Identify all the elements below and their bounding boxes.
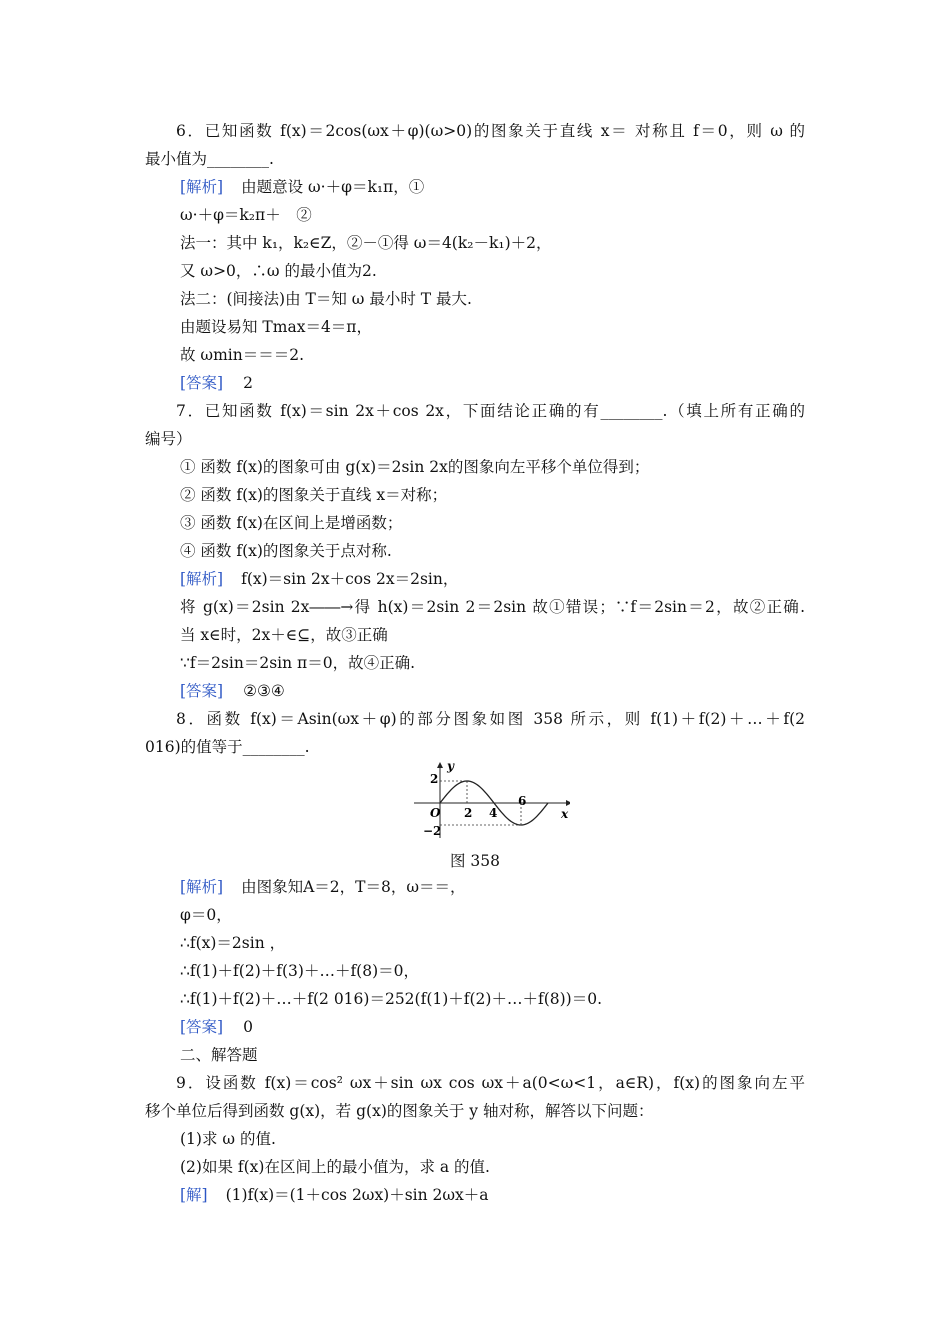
x-axis-label: x [561,807,569,821]
analysis-text: f(x)＝sin 2x＋cos 2x＝2sin， [241,570,459,588]
analysis-line: 将 g(x)＝2sin 2x――→得 h(x)＝2sin 2＝2sin 故①错误；∵f＝2sin＝2，故②正确. [180,598,805,616]
problem-7-text-cont: 编号） [145,430,192,448]
answer-value: 0 [243,1018,253,1036]
answer-tag: [答案] [180,1018,224,1036]
problem-6-text: 6．已知函数 f(x)＝2cos(ωx＋φ)(ω>0)的图象关于直线 x＝ 对称且 f＝0，则 ω 的 [176,122,805,140]
option-2: ② 函数 f(x)的图象关于直线 x＝对称； [180,486,448,504]
answer-value: 2 [243,374,253,392]
answer-tag: [答案] [180,682,224,700]
analysis-line: ∴f(x)＝2sin ， [180,934,286,952]
analysis-line: 法二：(间接法)由 T＝知 ω 最小时 T 最大. [180,290,472,308]
option-4: ④ 函数 f(x)的图象关于点对称. [180,542,392,560]
answer-6 [180,372,805,394]
problem-8-text: 8．函数 f(x)＝Asin(ωx＋φ)的部分图象如图 358 所示，则 f(1)＋f(2)＋…＋f(2 [176,710,805,728]
analysis-line: ∴f(1)＋f(2)＋f(3)＋…＋f(8)＝0， [180,962,419,980]
analysis-6 [180,176,805,198]
x-tick-label-6: 6 [518,794,527,808]
figure-caption: 图 358 [449,852,500,870]
analysis-tag: [解析] [180,570,224,588]
problem-8-text-cont: 016)的值等于________. [145,738,310,756]
analysis-line: ∴f(1)＋f(2)＋…＋f(2 016)＝252(f(1)＋f(2)＋…＋f(8))＝0. [180,990,602,1008]
sub-question-1: (1)求 ω 的值. [180,1130,276,1148]
problem-9-text-cont: 移个单位后得到函数 g(x)，若 g(x)的图象关于 y 轴对称，解答以下问题： [145,1102,654,1120]
analysis-line: 又 ω>0，∴ω 的最小值为2. [180,262,377,280]
section-heading: 二、解答题 [180,1046,258,1064]
analysis-8 [180,876,805,898]
y-tick-label-neg: −2 [423,824,442,838]
answer-tag: [答案] [180,374,224,392]
problem-7-text: 7．已知函数 f(x)＝sin 2x＋cos 2x，下面结论正确的有________.（填上所有正确的 [176,402,805,420]
analysis-line: 当 x∈时，2x＋∈⊆，故③正确 [180,626,388,644]
analysis-tag: [解析] [180,178,224,196]
x-tick-label-2: 2 [464,806,473,820]
analysis-line: 由题设易知 Tmax＝4＝π， [180,318,372,336]
problem-6-text-cont: 最小值为________. [145,150,274,168]
analysis-line: φ＝0， [180,906,232,924]
analysis-text: 由图象知A＝2，T＝8，ω＝＝， [241,878,466,896]
x-tick-label-4: 4 [489,806,498,820]
analysis-7 [180,568,805,590]
y-axis-arrow [437,762,443,768]
solution-9 [180,1184,805,1206]
problem-9-text: 9．设函数 f(x)＝cos² ωx＋sin ωx cos ωx＋a(0<ω<1，a∈R)，f(x)的图象向左平 [176,1074,805,1092]
option-1: ① 函数 f(x)的图象可由 g(x)＝2sin 2x的图象向左平移个单位得到； [180,458,650,476]
answer-8 [180,1016,805,1038]
answer-7 [180,680,805,702]
sine-graph-figure [410,760,570,840]
solution-text: (1)f(x)＝(1＋cos 2ωx)＋sin 2ωx＋a [225,1186,489,1204]
solution-tag: [解] [180,1186,208,1204]
analysis-line: 故 ωmin＝＝＝2. [180,346,304,364]
sub-question-2: (2)如果 f(x)在区间上的最小值为，求 a 的值. [180,1158,490,1176]
answer-value: ②③④ [243,682,285,700]
analysis-line: ω·＋φ＝k₂π＋ ② [180,206,312,224]
x-axis-arrow [566,800,570,806]
analysis-text: 由题意设 ω·＋φ＝k₁π，① [241,178,425,196]
analysis-line: 法一：其中 k₁，k₂∈Z，②－①得 ω＝4(k₂－k₁)＋2， [180,234,552,252]
origin-label: O [430,806,441,820]
y-axis-label: y [447,760,454,773]
option-3: ③ 函数 f(x)在区间上是增函数； [180,514,403,532]
y-tick-label-pos: 2 [430,772,439,786]
analysis-tag: [解析] [180,878,224,896]
analysis-line: ∵f＝2sin＝2sin π＝0，故④正确. [180,654,416,672]
